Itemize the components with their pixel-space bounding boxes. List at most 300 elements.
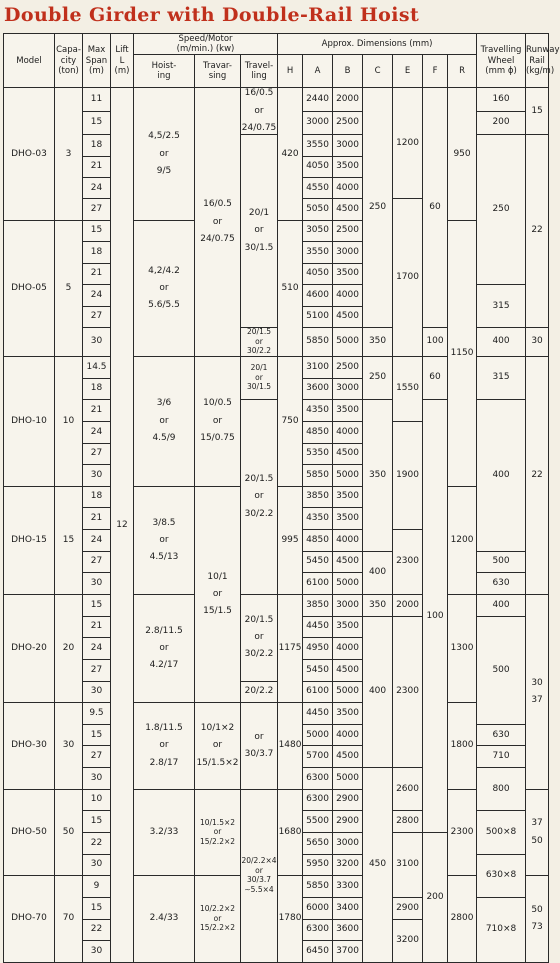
dim-a: 5700 [303, 746, 333, 768]
max-span: 15 [83, 594, 111, 616]
dim-f: 200 [423, 833, 448, 963]
traversing-speed-line: 15/2.2×2 [199, 923, 236, 933]
runway-rail [526, 135, 549, 328]
travelling-speed-line: 20/1.5 [244, 474, 274, 485]
dim-a: 5000 [303, 724, 333, 746]
model-name: DHO-70 [4, 876, 55, 963]
dim-a: 4450 [303, 616, 333, 638]
dim-a: 6000 [303, 897, 333, 919]
dim-b: 3000 [333, 242, 363, 263]
dim-a: 6100 [303, 681, 333, 703]
dim-a: 3850 [303, 594, 333, 616]
dim-a: 6450 [303, 941, 333, 963]
travelling-speed [241, 789, 278, 962]
dim-b: 5000 [333, 573, 363, 595]
dim-h: 995 [278, 486, 303, 594]
model-name: DHO-15 [4, 486, 55, 594]
runway-rail-line: 15 [531, 105, 543, 116]
dim-r: 1300 [448, 594, 477, 702]
traversing-speed [195, 486, 241, 702]
max-span: 30 [83, 328, 111, 357]
travelling-speed-line: 20/2.2×4 [241, 856, 277, 866]
traversing-speed-line: 10/2.2×2 [199, 904, 236, 914]
travelling-speed-line: or [254, 105, 264, 116]
header-speed-motor: Speed/Motor (m/min.) (kw) [134, 34, 278, 55]
dim-c: 450 [363, 768, 393, 963]
max-span: 21 [83, 400, 111, 422]
runway-rail [526, 356, 549, 594]
model-name: DHO-03 [4, 88, 55, 221]
max-span: 27 [83, 746, 111, 768]
hoisting-speed-line: 2.8/11.5 [145, 625, 183, 636]
dim-e: 3200 [393, 919, 423, 962]
wheel-diameter: 710 [477, 746, 526, 768]
dim-f: 100 [423, 328, 448, 357]
runway-rail-line: 30 [531, 677, 543, 688]
traversing-speed [195, 876, 241, 963]
traversing-speed-line: or [212, 588, 223, 599]
table-row [4, 88, 549, 111]
dim-a: 4950 [303, 638, 333, 660]
dim-b: 5000 [333, 465, 363, 487]
capacity: 50 [55, 789, 83, 876]
wheel-diameter: 400 [477, 400, 526, 551]
traversing-speed-line: or [213, 913, 222, 923]
dim-c: 350 [363, 594, 393, 616]
dim-h: 1480 [278, 703, 303, 790]
runway-rail [526, 594, 549, 789]
dim-a: 5050 [303, 199, 333, 220]
wheel-diameter: 630 [477, 573, 526, 595]
dim-a: 4350 [303, 508, 333, 530]
max-span: 30 [83, 854, 111, 876]
dim-b: 3000 [333, 833, 363, 855]
hoisting-speed [134, 594, 195, 702]
max-span: 18 [83, 378, 111, 400]
wheel-diameter: 630 [477, 724, 526, 746]
dim-a: 3000 [303, 111, 333, 134]
dim-a: 6300 [303, 919, 333, 941]
dim-a: 3600 [303, 378, 333, 400]
max-span: 22 [83, 919, 111, 941]
dim-f: 60 [423, 88, 448, 328]
dim-b: 3500 [333, 486, 363, 508]
hoisting-speed [134, 356, 195, 486]
hoisting-speed-line: 4,5/2.5 [148, 131, 180, 142]
dim-b: 3500 [333, 263, 363, 284]
dim-a: 5650 [303, 833, 333, 855]
max-span: 24 [83, 530, 111, 552]
dim-a: 3100 [303, 356, 333, 378]
travelling-speed-line: 30/3.7 [247, 875, 272, 885]
dim-a: 5850 [303, 876, 333, 898]
dim-r: 2300 [448, 789, 477, 876]
runway-rail-line: 37 [531, 818, 543, 829]
max-span: 24 [83, 285, 111, 306]
dim-h: 420 [278, 88, 303, 221]
max-span: 11 [83, 88, 111, 111]
max-span: 30 [83, 768, 111, 790]
header-model: Model [4, 34, 55, 88]
dim-c: 400 [363, 616, 393, 767]
max-span: 18 [83, 135, 111, 156]
model-name: DHO-05 [4, 220, 55, 356]
max-span: 30 [83, 681, 111, 703]
runway-rail-line: 22 [531, 469, 543, 480]
travelling-speed [241, 328, 278, 357]
travelling-speed-line: 20/1.5 [244, 614, 274, 625]
hoisting-speed-line: 4,2/4.2 [148, 265, 180, 276]
traversing-speed-line: 15/0.75 [200, 432, 235, 443]
travelling-speed-line: or [255, 372, 263, 382]
dim-c: 400 [363, 551, 393, 594]
dim-b: 3300 [333, 876, 363, 898]
dim-h: 1175 [278, 594, 303, 702]
wheel-diameter: 400 [477, 594, 526, 616]
traversing-speed [195, 703, 241, 790]
wheel-diameter: 200 [477, 111, 526, 134]
table-row [4, 594, 549, 616]
dim-a: 5950 [303, 854, 333, 876]
travelling-speed-line: ∼5.5×4 [244, 884, 274, 894]
max-span: 15 [83, 220, 111, 241]
traversing-speed [195, 88, 241, 357]
wheel-diameter: 500 [477, 616, 526, 724]
header-dim-b: B [333, 55, 363, 88]
dim-a: 6300 [303, 789, 333, 811]
hoisting-speed-line: or [159, 148, 169, 159]
wheel-diameter: 315 [477, 285, 526, 328]
travelling-speed-line: 20/1 [248, 208, 270, 219]
hoisting-speed-line: or [159, 642, 169, 653]
dim-b: 4500 [333, 551, 363, 573]
travelling-speed-line: or [254, 491, 264, 502]
traversing-speed-line: 24/0.75 [200, 233, 235, 244]
dim-b: 3000 [333, 135, 363, 156]
dim-h: 510 [278, 220, 303, 356]
header-hoisting: Hoist- ing [134, 55, 195, 88]
dim-a: 3850 [303, 486, 333, 508]
traversing-speed-line: or [212, 740, 223, 751]
dim-a: 4850 [303, 421, 333, 443]
travelling-speed [241, 356, 278, 399]
dim-b: 4000 [333, 421, 363, 443]
hoisting-speed-line: 1.8/11.5 [145, 723, 183, 734]
hoisting-speed-line: 3/8.5 [152, 517, 176, 528]
travelling-speed-line: 30/1.5 [244, 242, 274, 253]
dim-b: 3700 [333, 941, 363, 963]
capacity: 3 [55, 88, 83, 221]
dim-a: 4450 [303, 703, 333, 725]
header-travelling-wheel: Travelling Wheel (mm ϕ) [477, 34, 526, 88]
dim-b: 4500 [333, 443, 363, 465]
dim-b: 4000 [333, 285, 363, 306]
max-span: 30 [83, 465, 111, 487]
hoisting-speed-line: 2.4/33 [149, 913, 179, 924]
header-runway-rail: Runway Rail (kg/m) [526, 34, 549, 88]
table-row [4, 789, 549, 811]
dim-e: 1700 [393, 199, 423, 357]
wheel-diameter: 250 [477, 135, 526, 285]
max-span: 21 [83, 616, 111, 638]
max-span: 24 [83, 178, 111, 199]
hoisting-speed-line: or [159, 740, 169, 751]
travelling-speed-line: 20/2.2 [244, 686, 274, 697]
runway-rail-line: 50 [531, 835, 543, 846]
dim-b: 2900 [333, 789, 363, 811]
runway-rail-line: 50 [531, 904, 543, 915]
dim-f: 100 [423, 400, 448, 833]
travelling-speed-line: 20/1 [250, 363, 268, 373]
max-span: 21 [83, 508, 111, 530]
dim-a: 6300 [303, 768, 333, 790]
max-span: 30 [83, 573, 111, 595]
dim-e: 3100 [393, 833, 423, 898]
dim-c: 250 [363, 88, 393, 328]
table-row [4, 703, 549, 725]
model-name: DHO-50 [4, 789, 55, 876]
dim-c: 350 [363, 400, 393, 551]
hoisting-speed-line: 3.2/33 [149, 826, 179, 837]
page-title: Double Girder with Double-Rail Hoist [4, 4, 420, 26]
dim-a: 3050 [303, 220, 333, 241]
dim-e: 2600 [393, 768, 423, 811]
hoisting-speed-line: 5.6/5.5 [148, 300, 180, 311]
runway-rail [526, 789, 549, 876]
dim-c: 250 [363, 356, 393, 399]
header-dim-a: A [303, 55, 333, 88]
hoisting-speed-line: 9/5 [156, 165, 172, 176]
dim-a: 2440 [303, 88, 333, 111]
dim-b: 2000 [333, 88, 363, 111]
travelling-speed-line: or [254, 731, 264, 742]
header-traversing: Travar- sing [195, 55, 241, 88]
header-dim-f: F [423, 55, 448, 88]
dim-a: 5350 [303, 443, 333, 465]
dim-b: 4500 [333, 659, 363, 681]
hoisting-speed-line: or [159, 282, 169, 293]
lift-value: 12 [111, 88, 134, 963]
capacity: 20 [55, 594, 83, 702]
header-max-span: Max Span (m) [83, 34, 111, 88]
max-span: 27 [83, 199, 111, 220]
runway-rail [526, 876, 549, 963]
wheel-diameter: 160 [477, 88, 526, 111]
wheel-diameter: 800 [477, 768, 526, 811]
dim-b: 3500 [333, 703, 363, 725]
dim-b: 3500 [333, 156, 363, 177]
max-span: 27 [83, 659, 111, 681]
header-dim-c: C [363, 55, 393, 88]
traversing-speed-line: or [212, 216, 223, 227]
dim-a: 4600 [303, 285, 333, 306]
travelling-speed [241, 594, 278, 681]
dim-a: 4050 [303, 156, 333, 177]
dim-a: 4050 [303, 263, 333, 284]
max-span: 15 [83, 811, 111, 833]
hoisting-speed-line: or [159, 534, 169, 545]
dim-b: 2500 [333, 356, 363, 378]
dim-b: 4000 [333, 724, 363, 746]
hoisting-speed [134, 88, 195, 221]
dim-b: 2900 [333, 811, 363, 833]
travelling-speed-line: 16/0.5 [244, 88, 274, 99]
dim-a: 3550 [303, 135, 333, 156]
dim-b: 5000 [333, 768, 363, 790]
hoisting-speed-line: 4.5/9 [152, 432, 176, 443]
header-dim-e: E [393, 55, 423, 88]
dim-b: 4000 [333, 638, 363, 660]
travelling-speed [241, 400, 278, 595]
header-capacity: Capa- city (ton) [55, 34, 83, 88]
max-span: 15 [83, 724, 111, 746]
hoisting-speed [134, 876, 195, 963]
hoisting-speed [134, 486, 195, 594]
model-name: DHO-30 [4, 703, 55, 790]
max-span: 9 [83, 876, 111, 898]
max-span: 18 [83, 242, 111, 263]
dim-r: 1800 [448, 703, 477, 790]
header-lift: Lift L (m) [111, 34, 134, 88]
dim-b: 4000 [333, 178, 363, 199]
dim-c: 350 [363, 328, 393, 357]
dim-b: 3500 [333, 508, 363, 530]
dim-a: 4550 [303, 178, 333, 199]
dim-e: 2900 [393, 897, 423, 919]
traversing-speed-line: 10/1×2 [200, 723, 235, 734]
max-span: 27 [83, 551, 111, 573]
max-span: 14.5 [83, 356, 111, 378]
dim-a: 5500 [303, 811, 333, 833]
dim-h: 1780 [278, 876, 303, 963]
travelling-speed-line: 30/2.2 [247, 346, 272, 356]
travelling-speed-line: or [255, 865, 263, 875]
max-span: 30 [83, 941, 111, 963]
max-span: 9.5 [83, 703, 111, 725]
wheel-diameter: 630×8 [477, 854, 526, 897]
dim-b: 3500 [333, 616, 363, 638]
capacity: 15 [55, 486, 83, 594]
hoisting-speed [134, 789, 195, 876]
dim-a: 5450 [303, 551, 333, 573]
dim-a: 4850 [303, 530, 333, 552]
travelling-speed-line: or [255, 336, 263, 346]
dim-b: 2500 [333, 111, 363, 134]
dim-b: 5000 [333, 328, 363, 357]
dim-a: 5850 [303, 465, 333, 487]
traversing-speed-line: 10/1.5×2 [199, 817, 236, 827]
dim-e: 1550 [393, 356, 423, 421]
max-span: 15 [83, 897, 111, 919]
traversing-speed-line: 10/1 [207, 571, 228, 582]
runway-rail-line: 73 [531, 922, 543, 933]
capacity: 30 [55, 703, 83, 790]
spec-table [3, 33, 560, 963]
dim-b: 2500 [333, 220, 363, 241]
traversing-speed-line: or [213, 827, 222, 837]
dim-e: 2000 [393, 594, 423, 616]
dim-e: 1200 [393, 88, 423, 199]
max-span: 21 [83, 156, 111, 177]
header-travelling: Travel- ling [241, 55, 278, 88]
dim-b: 4500 [333, 306, 363, 327]
header-dim-r: R [448, 55, 477, 88]
hoisting-speed [134, 220, 195, 356]
dim-a: 5450 [303, 659, 333, 681]
max-span: 18 [83, 486, 111, 508]
dim-b: 3400 [333, 897, 363, 919]
traversing-speed-line: 15/1.5×2 [196, 757, 239, 768]
runway-rail-line: 37 [531, 694, 543, 705]
runway-rail-line: 30 [531, 336, 543, 347]
dim-b: 4500 [333, 199, 363, 220]
dim-e: 2300 [393, 530, 423, 595]
header-dim-h: H [278, 55, 303, 88]
hoisting-speed [134, 703, 195, 790]
travelling-speed-line: or [254, 225, 264, 236]
traversing-speed-line: 15/2.2×2 [199, 836, 236, 846]
travelling-speed-line: or [254, 632, 264, 643]
capacity: 5 [55, 220, 83, 356]
hoisting-speed-line: 4.2/17 [149, 660, 179, 671]
traversing-speed [195, 789, 241, 876]
dim-b: 3000 [333, 378, 363, 400]
dim-a: 4350 [303, 400, 333, 422]
max-span: 21 [83, 263, 111, 284]
dim-e: 1900 [393, 421, 423, 529]
max-span: 15 [83, 111, 111, 134]
header-dimensions: Approx. Dimensions (mm) [278, 34, 477, 55]
runway-rail [526, 88, 549, 135]
dim-b: 4500 [333, 746, 363, 768]
hoisting-speed-line: 3/6 [156, 398, 172, 409]
dim-r: 1200 [448, 486, 477, 594]
dim-f: 60 [423, 356, 448, 399]
max-span: 22 [83, 833, 111, 855]
traversing-speed-line: or [212, 415, 223, 426]
travelling-speed [241, 135, 278, 328]
wheel-diameter: 315 [477, 356, 526, 399]
runway-rail [526, 328, 549, 357]
dim-a: 5100 [303, 306, 333, 327]
travelling-speed [241, 88, 278, 135]
travelling-speed-line: 30/3.7 [244, 748, 274, 759]
dim-b: 3500 [333, 400, 363, 422]
hoisting-speed-line: 4.5/13 [149, 552, 179, 562]
dim-e: 2300 [393, 616, 423, 767]
hoisting-speed-line: or [159, 415, 169, 426]
dim-a: 3550 [303, 242, 333, 263]
dim-b: 3600 [333, 919, 363, 941]
dim-h: 750 [278, 356, 303, 486]
dim-r: 950 [448, 88, 477, 221]
max-span: 10 [83, 789, 111, 811]
travelling-speed [241, 703, 278, 790]
traversing-speed-line: 15/1.5 [203, 606, 232, 617]
max-span: 27 [83, 443, 111, 465]
dim-e: 2800 [393, 811, 423, 833]
dim-h: 1680 [278, 789, 303, 876]
dim-r: 2800 [448, 876, 477, 963]
hoisting-speed-line: 2.8/17 [149, 757, 179, 768]
travelling-speed-line: 30/2.2 [244, 508, 274, 519]
max-span: 24 [83, 638, 111, 660]
traversing-speed-line: 16/0.5 [203, 199, 232, 210]
wheel-diameter: 500 [477, 551, 526, 573]
spec-table-body [4, 88, 549, 963]
wheel-diameter: 500×8 [477, 811, 526, 854]
max-span: 24 [83, 421, 111, 443]
